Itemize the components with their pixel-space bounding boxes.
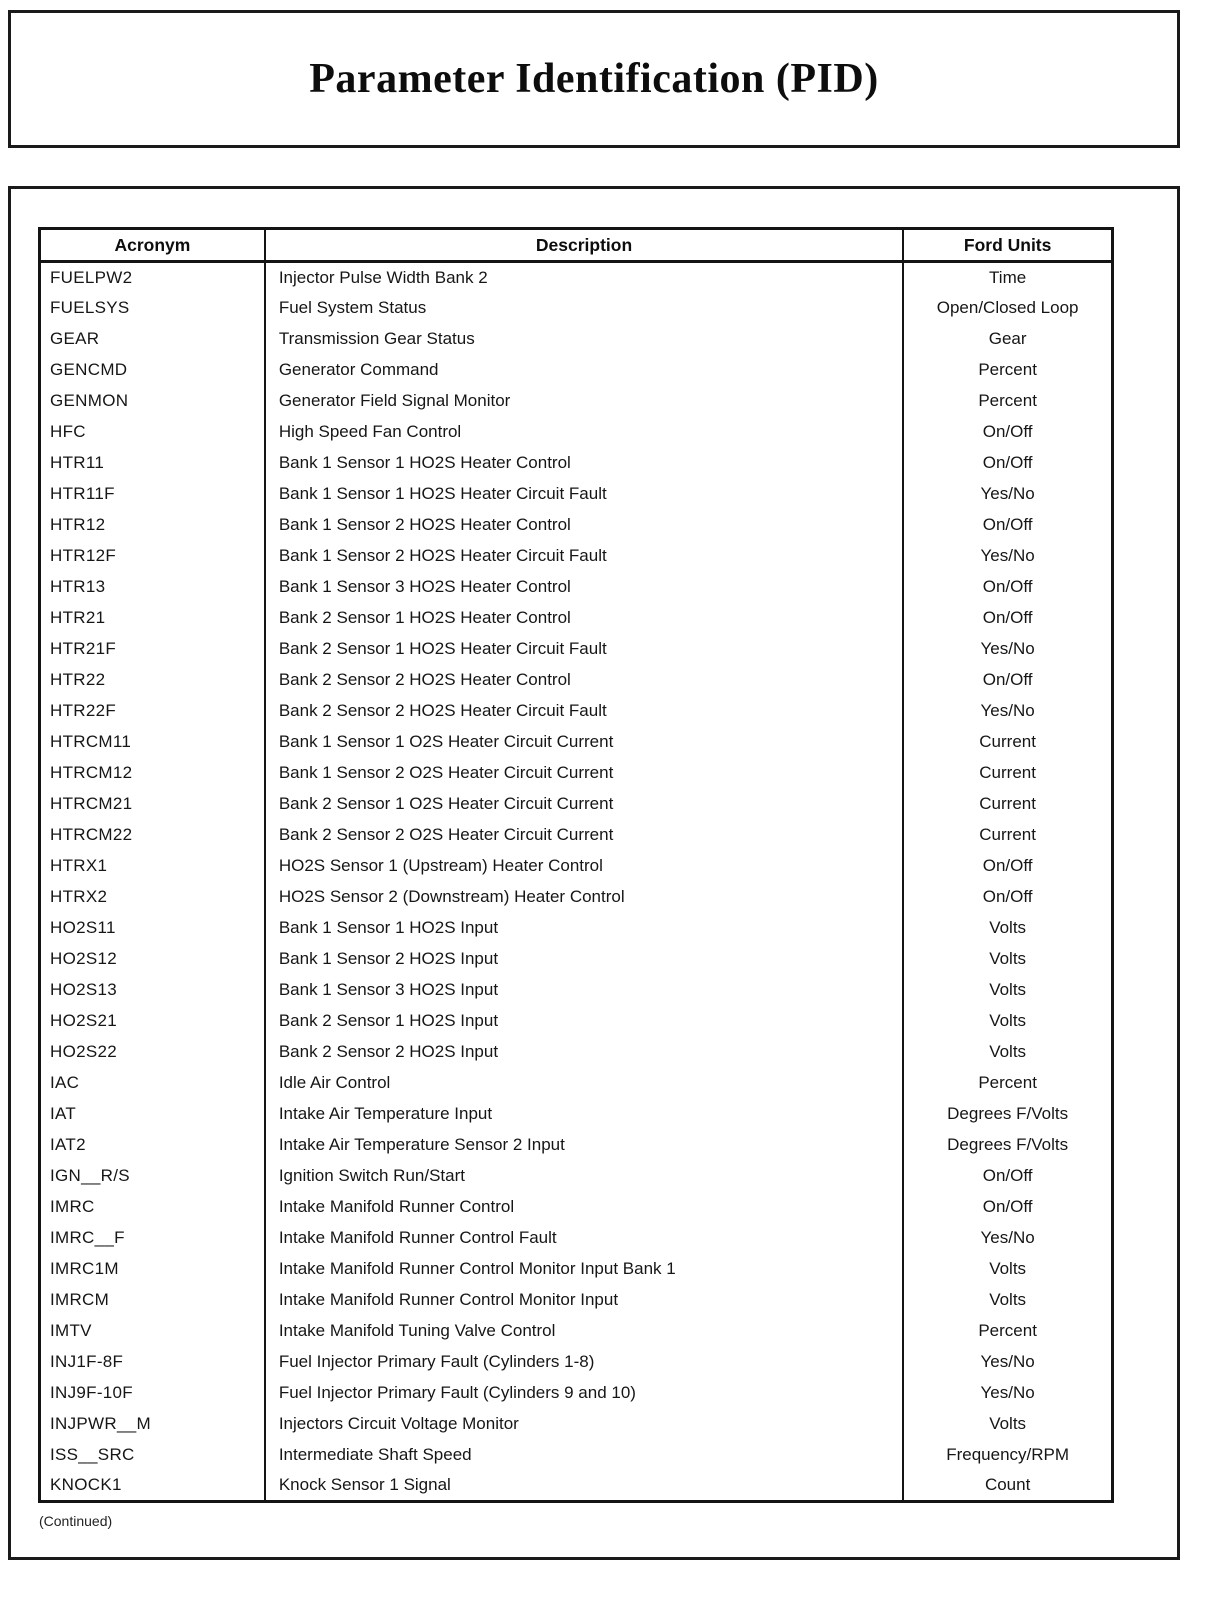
units-cell: Current [903,820,1112,851]
table-row [40,1471,1113,1502]
acronym-cell: INJ1F-8F [50,1352,124,1371]
description-cell: Intake Manifold Runner Control Fault [265,1223,903,1254]
description-cell: Generator Field Signal Monitor [265,386,903,417]
column-header-ford-units: Ford Units [903,229,1112,262]
table-row [40,448,1113,479]
title-box [8,10,1180,148]
units-cell: Yes/No [903,479,1112,510]
continued-note: (Continued) [39,1513,113,1529]
table-row [40,572,1113,603]
acronym-cell: HTR22 [50,670,106,689]
table-row [40,1285,1113,1316]
acronym-cell: HTR11F [50,484,115,503]
table-row [40,913,1113,944]
acronym-cell: HO2S12 [50,949,118,968]
table-row [40,665,1113,696]
acronym-cell: KNOCK1 [50,1475,122,1495]
description-cell: Intake Manifold Tuning Valve Control [265,1316,903,1347]
acronym-cell: INJPWR__M [50,1414,151,1433]
units-cell: Degrees F/Volts [903,1099,1112,1130]
table-row [40,634,1113,665]
description-cell: Bank 2 Sensor 2 HO2S Heater Circuit Fault [265,696,903,727]
table-row [40,1409,1113,1440]
description-cell: Bank 1 Sensor 1 HO2S Heater Circuit Fault [265,479,903,510]
description-cell: Injector Pulse Width Bank 2 [265,262,903,293]
units-cell: Volts [903,1006,1112,1037]
table-container-box [8,186,1180,1560]
units-cell: Volts [903,1409,1112,1440]
description-cell: Generator Command [265,355,903,386]
description-cell: Intermediate Shaft Speed [265,1440,903,1471]
acronym-cell: HTRCM22 [50,825,133,844]
table-row [40,355,1113,386]
acronym-cell: HTRCM11 [50,732,132,751]
table-row [40,541,1113,572]
units-cell: On/Off [903,882,1112,913]
units-cell: Frequency/RPM [903,1440,1112,1471]
table-row [40,510,1113,541]
units-cell: Current [903,789,1112,820]
description-cell: Bank 2 Sensor 1 HO2S Heater Circuit Fault [265,634,903,665]
description-cell: Bank 2 Sensor 1 O2S Heater Circuit Current [265,789,903,820]
acronym-cell: IMTV [50,1321,92,1340]
description-cell: Injectors Circuit Voltage Monitor [265,1409,903,1440]
table-row [40,1316,1113,1347]
pid-table [38,227,1114,1503]
units-cell: On/Off [903,665,1112,696]
units-cell: Time [903,262,1112,293]
acronym-cell: IMRC__F [50,1228,125,1247]
table-row [40,727,1113,758]
column-header-description: Description [265,229,903,262]
pid-table-header [40,229,1113,262]
description-cell: HO2S Sensor 1 (Upstream) Heater Control [265,851,903,882]
acronym-cell: IAT [50,1104,77,1123]
table-row [40,417,1113,448]
description-cell: Intake Air Temperature Sensor 2 Input [265,1130,903,1161]
acronym-cell: HO2S11 [50,918,116,937]
description-cell: Bank 1 Sensor 1 HO2S Heater Control [265,448,903,479]
acronym-cell: HTRX2 [50,887,108,906]
description-cell: Bank 1 Sensor 3 HO2S Input [265,975,903,1006]
units-cell: Yes/No [903,1347,1112,1378]
description-cell: Bank 1 Sensor 1 O2S Heater Circuit Current [265,727,903,758]
units-cell: Yes/No [903,1223,1112,1254]
acronym-cell: HO2S22 [50,1042,118,1061]
units-cell: Yes/No [903,634,1112,665]
acronym-cell: ISS__SRC [50,1445,135,1464]
description-cell: Idle Air Control [265,1068,903,1099]
acronym-cell: HTRCM12 [50,763,133,782]
table-row [40,1223,1113,1254]
units-cell: On/Off [903,572,1112,603]
description-cell: Fuel System Status [265,293,903,324]
table-row [40,1099,1113,1130]
table-row [40,789,1113,820]
table-row [40,1254,1113,1285]
description-cell: Ignition Switch Run/Start [265,1161,903,1192]
table-row [40,975,1113,1006]
acronym-cell: IAT2 [50,1135,86,1154]
acronym-cell: HTR22F [50,701,117,720]
table-row [40,820,1113,851]
units-cell: Volts [903,975,1112,1006]
units-cell: Volts [903,1037,1112,1068]
acronym-cell: FUELSYS [50,298,130,317]
description-cell: Bank 2 Sensor 2 O2S Heater Circuit Current [265,820,903,851]
description-cell: Knock Sensor 1 Signal [265,1471,903,1502]
table-row [40,1037,1113,1068]
units-cell: Volts [903,1285,1112,1316]
units-cell: On/Off [903,851,1112,882]
units-cell: Volts [903,913,1112,944]
acronym-cell: IMRC1M [50,1259,119,1278]
acronym-cell: HTR12F [50,546,117,565]
table-row [40,1068,1113,1099]
table-row [40,1192,1113,1223]
units-cell: Open/Closed Loop [903,293,1112,324]
units-cell: Volts [903,944,1112,975]
page-title: Parameter Identification (PID) [309,56,879,102]
acronym-cell: GENCMD [50,360,128,379]
units-cell: Percent [903,386,1112,417]
description-cell: Fuel Injector Primary Fault (Cylinders 1-8) [265,1347,903,1378]
units-cell: On/Off [903,1161,1112,1192]
table-row [40,696,1113,727]
description-cell: Bank 1 Sensor 2 HO2S Input [265,944,903,975]
units-cell: On/Off [903,448,1112,479]
table-row [40,1378,1113,1409]
table-row [40,758,1113,789]
acronym-cell: IAC [50,1073,80,1092]
acronym-cell: HTRX1 [50,856,108,875]
table-row [40,1161,1113,1192]
description-cell: Bank 1 Sensor 2 HO2S Heater Circuit Fault [265,541,903,572]
description-cell: Intake Air Temperature Input [265,1099,903,1130]
table-row [40,851,1113,882]
acronym-cell: HTR11 [50,453,105,472]
table-row [40,262,1113,293]
units-cell: On/Off [903,1192,1112,1223]
acronym-cell: HFC [50,422,86,441]
description-cell: Bank 2 Sensor 1 HO2S Heater Control [265,603,903,634]
table-row [40,1347,1113,1378]
description-cell: Bank 1 Sensor 2 HO2S Heater Control [265,510,903,541]
description-cell: Bank 1 Sensor 1 HO2S Input [265,913,903,944]
acronym-cell: IGN__R/S [50,1166,130,1185]
acronym-cell: GENMON [50,391,129,410]
acronym-cell: HTR12 [50,515,106,534]
description-cell: Bank 2 Sensor 2 HO2S Input [265,1037,903,1068]
description-cell: Fuel Injector Primary Fault (Cylinders 9 and 10) [265,1378,903,1409]
units-cell: Current [903,727,1112,758]
header-row [40,229,1113,262]
units-cell: Current [903,758,1112,789]
description-cell: Bank 2 Sensor 1 HO2S Input [265,1006,903,1037]
table-row [40,1006,1113,1037]
units-cell: Yes/No [903,541,1112,572]
description-cell: Intake Manifold Runner Control Monitor Input [265,1285,903,1316]
acronym-cell: HO2S21 [50,1011,118,1030]
units-cell: Yes/No [903,1378,1112,1409]
table-row [40,1440,1113,1471]
description-cell: Intake Manifold Runner Control [265,1192,903,1223]
units-cell: On/Off [903,510,1112,541]
description-cell: Bank 2 Sensor 2 HO2S Heater Control [265,665,903,696]
acronym-cell: HTR13 [50,577,106,596]
description-cell: Transmission Gear Status [265,324,903,355]
acronym-cell: HTRCM21 [50,794,133,813]
table-row [40,603,1113,634]
acronym-cell: INJ9F-10F [50,1383,133,1402]
acronym-cell: HO2S13 [50,980,118,999]
units-cell: Percent [903,355,1112,386]
pid-table-body [40,262,1113,1502]
acronym-cell: GEAR [50,329,100,348]
acronym-cell: HTR21F [50,639,117,658]
column-header-acronym: Acronym [40,229,265,262]
description-cell: Bank 1 Sensor 2 O2S Heater Circuit Current [265,758,903,789]
table-row [40,479,1113,510]
units-cell: On/Off [903,603,1112,634]
table-row [40,293,1113,324]
units-cell: Yes/No [903,696,1112,727]
units-cell: Volts [903,1254,1112,1285]
units-cell: Percent [903,1068,1112,1099]
acronym-cell: IMRCM [50,1290,110,1309]
description-cell: Bank 1 Sensor 3 HO2S Heater Control [265,572,903,603]
table-row [40,1130,1113,1161]
table-row [40,386,1113,417]
units-cell: Degrees F/Volts [903,1130,1112,1161]
acronym-cell: HTR21 [50,608,106,627]
units-cell: Gear [903,324,1112,355]
units-cell: Count [903,1471,1112,1502]
description-cell: Intake Manifold Runner Control Monitor Input Bank 1 [265,1254,903,1285]
units-cell: Percent [903,1316,1112,1347]
description-cell: High Speed Fan Control [265,417,903,448]
description-cell: HO2S Sensor 2 (Downstream) Heater Control [265,882,903,913]
table-row [40,882,1113,913]
acronym-cell: IMRC [50,1197,95,1216]
units-cell: On/Off [903,417,1112,448]
acronym-cell: FUELPW2 [50,267,133,287]
table-row [40,324,1113,355]
table-row [40,944,1113,975]
